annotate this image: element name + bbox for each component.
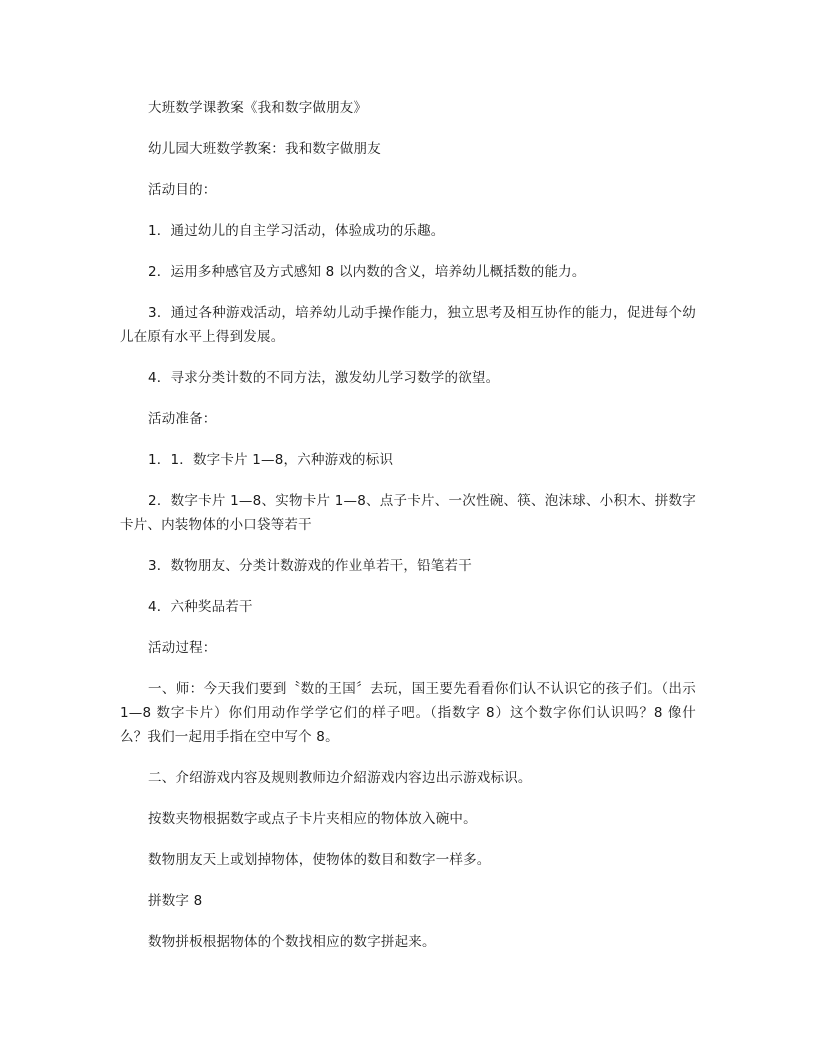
preparation-item: 1．1．数字卡片 1—8，六种游戏的标识 (148, 452, 394, 468)
goal-item: 2．运用多种感官及方式感知 8 以内数的含义，培养幼儿概括数的能力。 (148, 264, 586, 280)
section-heading-process: 活动过程： (148, 640, 217, 656)
preparation-item: 2．数字卡片 1—8、实物卡片 1—8、点子卡片、一次性碗、筷、泡沫球、小积木、拼数字卡片、内装物体的小口袋等若干 (120, 493, 696, 533)
document-body (120, 96, 696, 971)
process-paragraph: 一、师：今天我们要到〝数的王国〞去玩，国王要先看看你们认不认识它的孩子们。（出示 1—8 数字卡片）你们用动作学学它们的样子吧。（指数字 8）这个数字你们认识吗？8 像什么？我们一起用手指在空中写个 8。 (120, 681, 696, 745)
preparation-item: 4．六种奖品若干 (148, 599, 253, 615)
section-heading-goals: 活动目的： (148, 182, 217, 198)
process-paragraph: 数物拼板根据物体的个数找相应的数字拼起来。 (148, 934, 436, 950)
document-title: 大班数学课教案《我和数字做朋友》 (148, 100, 368, 116)
goal-item: 1．通过幼儿的自主学习活动，体验成功的乐趣。 (148, 223, 445, 239)
goal-item: 4．寻求分类计数的不同方法，激发幼儿学习数学的欲望。 (148, 370, 500, 386)
section-heading-preparation: 活动准备： (148, 411, 217, 427)
process-paragraph: 数物朋友天上或划掉物体，使物体的数目和数字一样多。 (148, 852, 491, 868)
process-paragraph: 二、介绍游戏内容及规则教师边介紹游戏内容边出示游戏标识。 (148, 770, 532, 786)
process-paragraph: 拼数字 8 (148, 893, 203, 909)
subtitle: 幼儿园大班数学教案：我和数字做朋友 (148, 141, 381, 157)
goal-item: 3．通过各种游戏活动，培养幼儿动手操作能力，独立思考及相互协作的能力，促进每个幼儿在原有水平上得到发展。 (120, 305, 696, 345)
process-paragraph: 按数夹物根据数字或点子卡片夹相应的物体放入碗中。 (148, 811, 477, 827)
preparation-item: 3．数物朋友、分类计数游戏的作业单若干，铅笔若干 (148, 558, 472, 574)
